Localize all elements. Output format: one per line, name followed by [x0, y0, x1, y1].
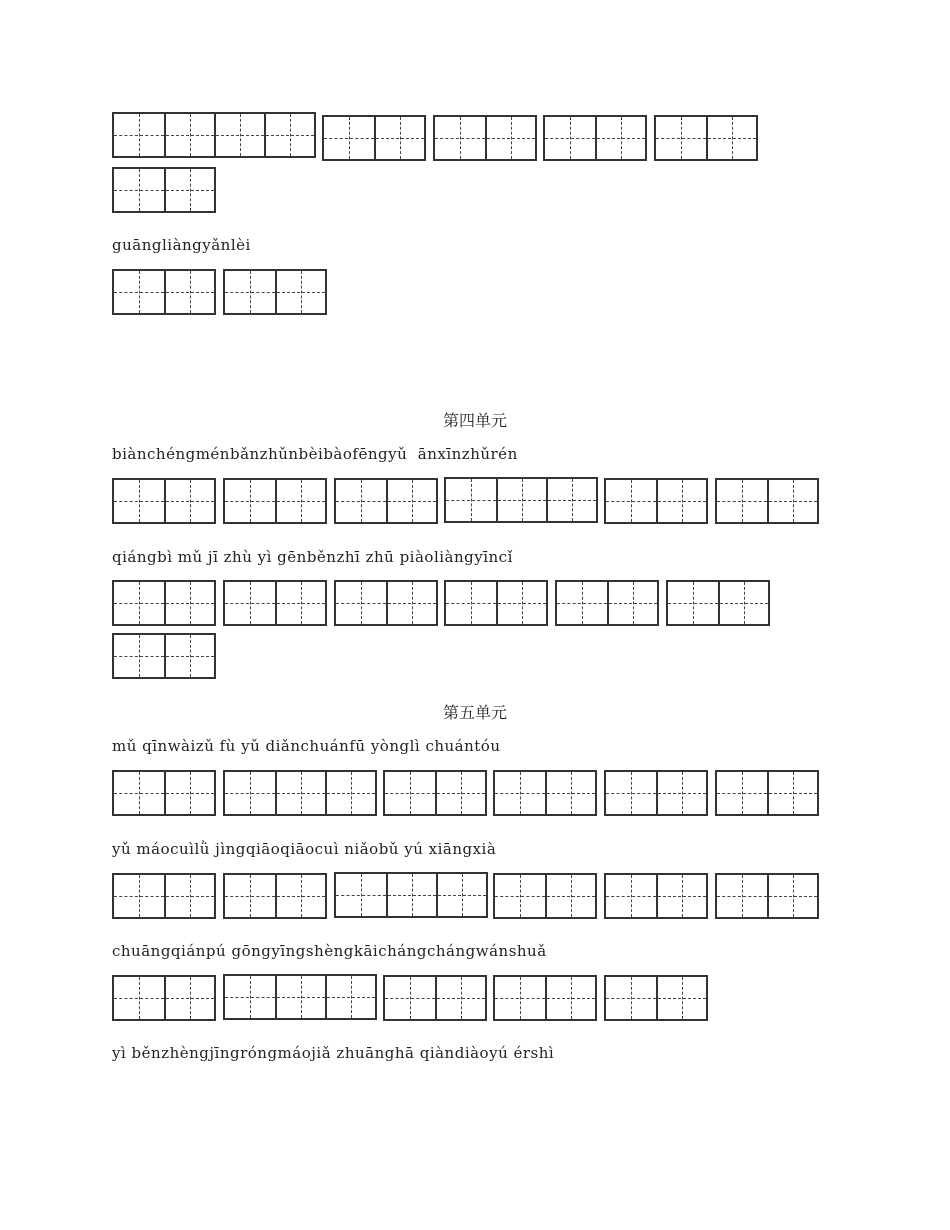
writing-box-2char[interactable] [322, 115, 426, 161]
unit-5-heading: 第五单元 [442, 703, 507, 722]
pinyin-line: guāngliàngyǎnlèi [112, 236, 251, 254]
writing-box-3char[interactable] [444, 477, 598, 523]
writing-box-2char[interactable] [223, 873, 327, 919]
writing-box-2char[interactable] [715, 770, 819, 816]
writing-box-2char[interactable] [112, 580, 216, 626]
writing-box-2char[interactable] [223, 269, 327, 315]
writing-box-2char[interactable] [112, 873, 216, 919]
pinyin-line: biànchéngménbǎnzhǔnbèibàofēngyǔ ānxīnzhǔrén [112, 445, 518, 463]
writing-box-2char[interactable] [493, 770, 597, 816]
writing-box-2char[interactable] [383, 975, 487, 1021]
writing-box-2char[interactable] [433, 115, 537, 161]
writing-box-2char[interactable] [493, 975, 597, 1021]
writing-box-2char[interactable] [715, 873, 819, 919]
writing-box-2char[interactable] [112, 975, 216, 1021]
pinyin-line: qiángbì mǔ jī zhù yì gēnběnzhī zhū piàoliàngyīncǐ [112, 548, 513, 566]
writing-box-4char[interactable] [112, 112, 316, 158]
writing-box-2char[interactable] [383, 770, 487, 816]
writing-box-2char[interactable] [334, 478, 438, 524]
pinyin-line: chuāngqiánpú gōngyīngshèngkāichángchángwánshuǎ [112, 942, 547, 960]
writing-box-3char[interactable] [334, 872, 488, 918]
writing-box-2char[interactable] [654, 115, 758, 161]
pinyin-line: yǔ máocuìlǜ jìngqiāoqiāocuì niǎobǔ yú xiāngxià [112, 840, 497, 858]
writing-box-2char[interactable] [604, 478, 708, 524]
writing-box-2char[interactable] [666, 580, 770, 626]
writing-box-2char[interactable] [493, 873, 597, 919]
writing-box-2char[interactable] [112, 478, 216, 524]
writing-box-2char[interactable] [223, 580, 327, 626]
pinyin-line: yì běnzhèngjīngróngmáojiǎ zhuānghā qiàndiàoyú érshì [112, 1044, 555, 1062]
pinyin-line: mǔ qīnwàizǔ fù yǔ diǎnchuánfū yònglì chuántóu [112, 737, 501, 755]
writing-box-2char[interactable] [112, 269, 216, 315]
writing-box-2char[interactable] [715, 478, 819, 524]
writing-box-3char[interactable] [223, 770, 377, 816]
writing-box-2char[interactable] [112, 167, 216, 213]
writing-box-3char[interactable] [223, 974, 377, 1020]
writing-box-2char[interactable] [334, 580, 438, 626]
writing-box-2char[interactable] [223, 478, 327, 524]
unit-4-heading: 第四单元 [442, 411, 507, 430]
writing-box-2char[interactable] [604, 873, 708, 919]
writing-box-2char[interactable] [112, 633, 216, 679]
writing-box-2char[interactable] [112, 770, 216, 816]
writing-box-2char[interactable] [543, 115, 647, 161]
writing-box-2char[interactable] [444, 580, 548, 626]
writing-box-2char[interactable] [604, 975, 708, 1021]
writing-box-2char[interactable] [604, 770, 708, 816]
writing-box-2char[interactable] [555, 580, 659, 626]
